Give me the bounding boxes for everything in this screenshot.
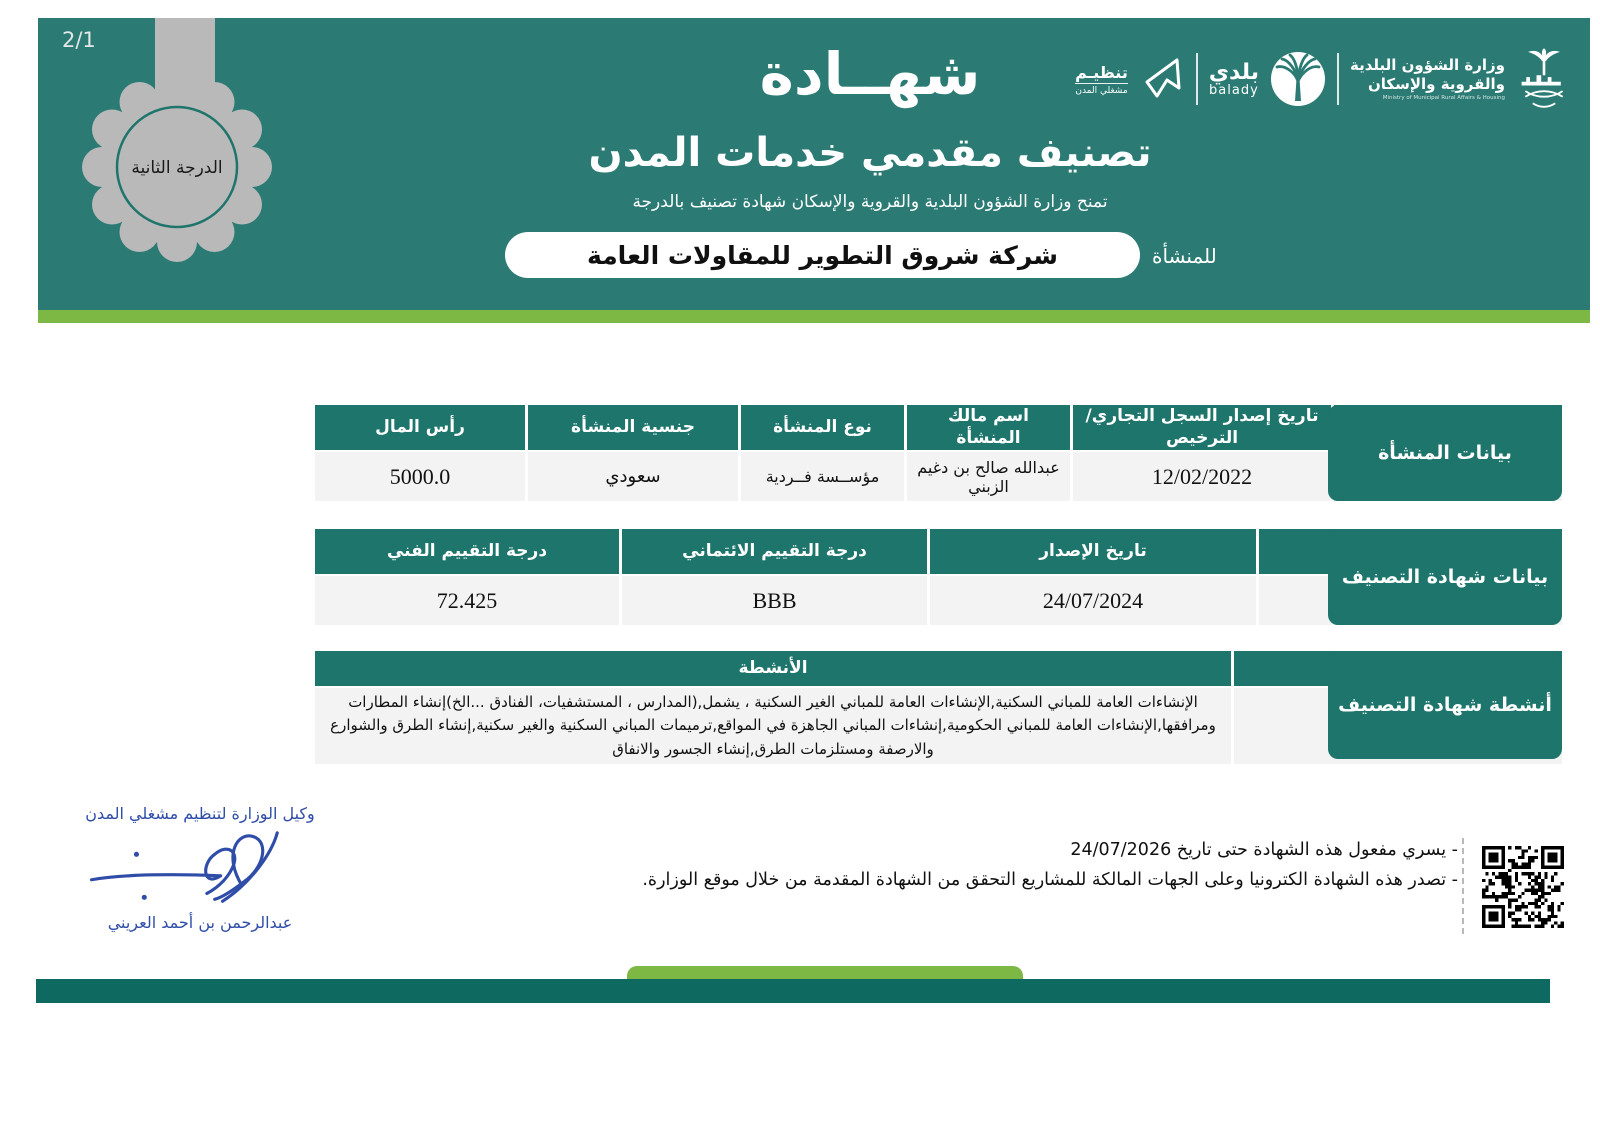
logo-divider [1337, 53, 1339, 105]
commercial-register-date: 12/02/2022 [1073, 452, 1331, 501]
grade-seal [82, 72, 272, 262]
facility-section-label: بيانات المنشأة [1328, 405, 1562, 501]
credit-rating: BBB [622, 576, 927, 625]
activities-section [63, 651, 1562, 764]
qr-code [1482, 846, 1564, 928]
column-header: تاريخ الإصدار [930, 529, 1256, 574]
certificate-tagline: تمنح وزارة الشؤون البلدية والقروية والإسكان شهادة تصنيف بالدرجة [632, 192, 1108, 212]
column-header: تاريخ إصدار السجل التجاري/ الترخيص [1073, 405, 1331, 450]
owner-name: عبدالله صالح بن دغيم الزبني [907, 452, 1070, 501]
issue-date: 24/07/2024 [930, 576, 1256, 625]
logo-divider [1196, 53, 1198, 105]
page-number: 2/1 [62, 28, 96, 52]
signatory-name: عبدالرحمن بن أحمد العريني [107, 913, 293, 932]
capital-value: 5000.0 [315, 452, 525, 501]
certificate-section-label: بيانات شهادة التصنيف [1328, 529, 1562, 625]
balady-palm-icon [1270, 51, 1326, 107]
facility-label: للمنشأة [1152, 244, 1217, 268]
footer-bar [36, 979, 1550, 1003]
tanzim-cursor-icon [1139, 56, 1185, 102]
ministry-name-english: Ministry of Municipal Rural Affairs & Housing [1382, 95, 1505, 102]
validity-note-line2: - تصدر هذه الشهادة الكترونيا وعلى الجهات المالكة للمشاريع التحقق من الشهادة المقدمة من خلال موقع الوزارة. [642, 869, 1458, 890]
tanzim-title: تنظيـم [1075, 62, 1128, 82]
header-accent-strip [38, 310, 1590, 323]
activities-section-label: أنشطة شهادة التصنيف [1328, 651, 1562, 759]
header-banner [38, 18, 1590, 310]
ministry-name-line1: وزارة الشؤون البلدية [1349, 55, 1505, 74]
facility-data-section [63, 405, 1562, 501]
signatory-title: وكيل الوزارة لتنظيم مشغلي المدن [85, 804, 315, 823]
ministry-logo-text [1350, 56, 1505, 102]
signature-scribble [83, 825, 318, 913]
tanzim-logo-text [1075, 63, 1128, 96]
balady-logo-text [1208, 59, 1259, 98]
facility-nationality: سعودي [528, 452, 738, 501]
column-header: نوع المنشأة [741, 405, 904, 450]
ministry-emblem-icon [1516, 48, 1572, 110]
column-header: جنسية المنشأة [528, 405, 738, 450]
column-header: درجة التقييم الفني [315, 529, 619, 574]
column-header: رأس المال [315, 405, 525, 450]
facility-type: مؤســسة فــردية [741, 452, 904, 501]
seal-grade-text: الدرجة الثانية [131, 158, 223, 178]
facility-name-pill: شركة شروق التطوير للمقاولات العامة [505, 232, 1140, 278]
balady-latin: balady [1209, 82, 1259, 98]
activities-value: الإنشاءات العامة للمباني السكنية,الإنشاءات العامة للمباني الغير السكنية ، يشمل,(المدارس ، المستشفيات، الفنادق ...الخ)إنشاء المطارات ومرافقها,الإنشاءات العامة للمباني الحكومية,إنشاءات المباني الجاهزة في المواقع,ترميمات المباني السكنية والغير سكنية,إنشاء الطرق والشوارع والارصفة ومستلزمات الطرق,إنشاء الجسور والانفاق [315, 688, 1231, 764]
validity-notes [642, 836, 1458, 896]
validity-note-line1: - يسري مفعول هذه الشهادة حتى تاريخ 24/07/2026 [1070, 840, 1458, 860]
column-header: اسم مالك المنشأة [907, 405, 1070, 450]
certificate-title: شهــادة [759, 40, 981, 108]
column-header: الأنشطة [315, 651, 1231, 686]
column-header: درجة التقييم الائتماني [622, 529, 927, 574]
logo-row [1075, 48, 1572, 110]
technical-score: 72.425 [315, 576, 619, 625]
ministry-name-line2: والقروية والإسكان [1367, 74, 1505, 93]
notes-divider [1462, 838, 1464, 934]
tanzim-subtitle: مشغلي المدن [1075, 85, 1128, 96]
certificate-data-section [63, 529, 1562, 625]
signature-block [60, 804, 340, 932]
certificate-subtitle: تصنيف مقدمي خدمات المدن [588, 130, 1152, 176]
balady-arabic: بلدي [1208, 59, 1259, 85]
